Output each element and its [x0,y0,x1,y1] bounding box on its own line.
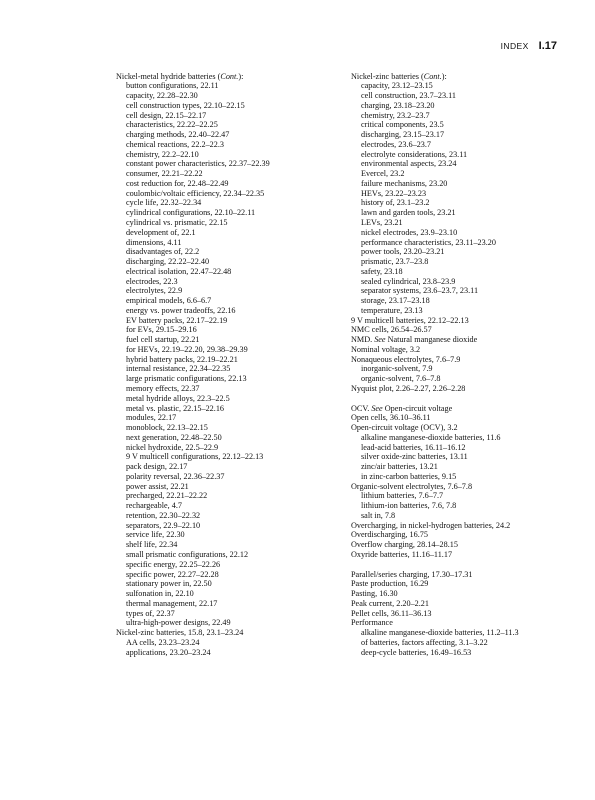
index-subentry: metal vs. plastic, 22.15–22.16 [126,403,225,413]
index-subentry: of batteries, factors affecting, 3.1–3.22 [361,637,488,647]
index-subentry: energy vs. power tradeoffs, 22.16 [126,305,236,315]
index-subentry: consumer, 22.21–22.22 [126,169,203,179]
index-subentry: specific energy, 22.25–22.26 [126,559,221,569]
index-entry: Overflow charging, 28.14–28.15 [351,540,458,550]
index-subentry: for EVs, 29.15–29.16 [126,325,197,335]
index-subentry: cycle life, 22.32–22.34 [126,198,202,208]
index-subentry: applications, 23.20–23.24 [126,647,211,657]
index-subentry: next generation, 22.48–22.50 [126,432,222,442]
index-subentry: memory effects, 22.37 [126,384,200,393]
index-subentry: AA cells, 23.23–23.24 [126,637,200,647]
index-section-gap [351,560,586,570]
index-subentry: HEVs, 23.22–23.23 [361,188,427,198]
index-subentry: disadvantages of, 22.2 [126,247,200,257]
index-subentry: nickel electrodes, 23.9–23.10 [361,227,458,237]
index-subentry: large prismatic configurations, 22.13 [126,374,247,384]
index-entry: Open cells, 36.10–36.11 [351,413,431,423]
index-subentry: capacity, 23.12–23.15 [361,81,433,91]
index-subentry: electrodes, 23.6–23.7 [361,139,432,149]
index-entry: Overdischarging, 16.75 [351,530,428,540]
index-entry: Nonaqueous electrolytes, 7.6–7.9 [351,354,461,364]
index-subentry: hybrid battery packs, 22.19–22.21 [126,354,238,364]
page-number: I.17 [538,40,557,52]
index-subentry: characteristics, 22.22–22.25 [126,120,218,130]
index-subentry: prismatic, 23.7–23.8 [361,257,429,267]
index-subentry: charging methods, 22.40–22.47 [126,130,230,140]
index-subentry: fuel cell startup, 22.21 [126,335,200,345]
index-subentry: cell construction, 23.7–23.11 [361,91,456,101]
index-subentry: development of, 22.1 [126,227,196,237]
index-subentry: lawn and garden tools, 23.21 [361,208,456,218]
index-section-gap [351,394,586,404]
index-entry: Nickel-zinc batteries (Cont.): [351,71,447,81]
index-subentry: history of, 23.1–23.2 [361,198,430,208]
index-entry: Parallel/series charging, 17.30–17.31 [351,569,473,579]
index-subentry: silver oxide-zinc batteries, 13.11 [361,452,468,462]
index-subentry: lithium batteries, 7.6–7.7 [361,491,444,501]
index-subentry: failure mechanisms, 23.20 [361,178,448,188]
index-subentry: electrolytes, 22.9 [126,286,183,296]
index-entry: Nominal voltage, 3.2 [351,344,421,354]
index-subentry: retention, 22.30–22.32 [126,510,201,520]
index-subentry: chemical reactions, 22.2–22.3 [126,139,224,149]
index-subentry: button configurations, 22.11 [126,81,219,91]
index-subentry: performance characteristics, 23.11–23.20 [361,237,496,247]
index-subentry: lithium-ion batteries, 7.6, 7.8 [361,501,457,511]
index-subentry: internal resistance, 22.34–22.35 [126,364,231,374]
index-subentry: thermal management, 22.17 [126,598,218,608]
index-subentry: chemistry, 22.2–22.10 [126,149,199,159]
index-subentry: coulombic/voltaic efficiency, 22.34–22.35 [126,188,265,198]
index-entry: Nickel-metal hydride batteries (Cont.): [116,71,244,81]
index-subentry: alkaline manganese-dioxide batteries, 11.2–11.3 [361,628,519,638]
index-subentry: electrodes, 22.3 [126,276,178,286]
index-entry: NMD. See Natural manganese dioxide [351,335,478,345]
index-subentry: in zinc-carbon batteries, 9.15 [361,471,457,481]
index-subentry: storage, 23.17–23.18 [361,296,430,306]
index-entry: Pasting, 16.30 [351,589,398,599]
index-subentry: electrical isolation, 22.47–22.48 [126,266,232,276]
index-subentry: LEVs, 23.21 [361,217,403,227]
index-column-left [116,72,351,658]
index-subentry: EV battery packs, 22.17–22.19 [126,315,228,325]
index-subentry: monoblock, 22.13–22.15 [126,423,208,433]
index-entry: Oxyride batteries, 11.16–11.17 [351,550,453,560]
index-subentry: empirical models, 6.6–6.7 [126,296,212,306]
index-subentry: alkaline manganese-dioxide batteries, 11.6 [361,432,501,442]
index-subentry: power tools, 23.20–23.21 [361,247,445,257]
index-subentry: nickel hydroxide, 22.5–22.9 [126,442,219,452]
index-subentry: cost reduction for, 22.48–22.49 [126,178,229,188]
index-subentry: salt in, 7.8 [361,510,396,520]
index-subentry: sealed cylindrical, 23.8–23.9 [361,276,456,286]
index-subentry: discharging, 22.22–22.40 [126,257,210,267]
index-subentry: shelf life, 22.34 [126,540,178,550]
running-head-label: INDEX [500,41,529,51]
index-subentry: dimensions, 4.11 [126,237,182,247]
index-subentry: inorganic-solvent, 7.9 [361,364,433,374]
index-subentry: constant power characteristics, 22.37–22.39 [126,159,270,169]
index-entry: Nyquist plot, 2.26–2.27, 2.26–2.28 [351,384,466,393]
index-subentry: capacity, 22.28–22.30 [126,91,198,101]
index-subentry: modules, 22.17 [126,413,177,423]
index-entry: 9 V multicell batteries, 22.12–22.13 [351,315,469,325]
index-subentry: Evercel, 23.2 [361,169,405,179]
index-subentry: safety, 23.18 [361,266,403,276]
index-subentry: specific power, 22.27–22.28 [126,569,219,579]
index-subentry: stationary power in, 22.50 [126,579,212,589]
index-subentry: cell design, 22.15–22.17 [126,110,207,120]
index-subentry: precharged, 22.21–22.22 [126,491,208,501]
index-subentry: cylindrical vs. prismatic, 22.15 [126,217,228,227]
index-subentry: 9 V multicell configurations, 22.12–22.13 [126,452,264,462]
index-subentry: lead-acid batteries, 16.11–16.12 [361,442,466,452]
index-entry: Performance [351,618,393,628]
index-subentry: separator systems, 23.6–23.7, 23.11 [361,286,479,296]
index-entry: Overcharging, in nickel-hydrogen batteries, 24.2 [351,520,511,530]
running-head [501,40,557,52]
index-column-right [351,72,586,658]
index-entry: OCV. See Open-circuit voltage [351,403,453,413]
index-subentry: for HEVs, 22.19–22.20, 29.38–29.39 [126,344,248,354]
index-subentry: metal hydride alloys, 22.3–22.5 [126,393,230,403]
index-subentry: cylindrical configurations, 22.10–22.11 [126,208,256,218]
index-entry: Organic-solvent electrolytes, 7.6–7.8 [351,481,473,491]
index-subentry: discharging, 23.15–23.17 [361,130,445,140]
index-subentry: rechargeable, 4.7 [126,501,182,511]
index-subentry: electrolyte considerations, 23.11 [361,149,468,159]
index-subentry: deep-cycle batteries, 16.49–16.53 [361,647,472,657]
index-subentry: sulfonation in, 22.10 [126,589,194,599]
index-subentry: separators, 22.9–22.10 [126,520,201,530]
index-entry: Peak current, 2.20–2.21 [351,598,429,608]
index-subentry: environmental aspects, 23.24 [361,159,457,169]
index-entry: Paste production, 16.29 [351,579,429,589]
index-subentry: power assist, 22.21 [126,481,189,491]
index-subentry: zinc/air batteries, 13.21 [361,462,438,472]
index-entry: Open-circuit voltage (OCV), 3.2 [351,423,458,433]
index-subentry: polarity reversal, 22.36–22.37 [126,471,225,481]
index-subentry: charging, 23.18–23.20 [361,100,435,110]
index-subentry: temperature, 23.13 [361,305,423,315]
index-subentry: ultra-high-power designs, 22.49 [126,618,231,628]
index-subentry: service life, 22.30 [126,530,185,540]
index-subentry: chemistry, 23.2–23.7 [361,110,430,120]
index-subentry: small prismatic configurations, 22.12 [126,550,249,560]
index-subentry: pack design, 22.17 [126,462,188,472]
index-subentry: critical components, 23.5 [361,120,444,130]
index-entry: Nickel-zinc batteries, 15.8, 23.1–23.24 [116,628,244,638]
index-subentry: types of, 22.37 [126,608,175,618]
index-subentry: cell construction types, 22.10–22.15 [126,100,245,110]
index-entry: Pellet cells, 36.11–36.13 [351,608,432,618]
index-entry: NMC cells, 26.54–26.57 [351,325,432,335]
index-subentry: organic-solvent, 7.6–7.8 [361,374,441,384]
